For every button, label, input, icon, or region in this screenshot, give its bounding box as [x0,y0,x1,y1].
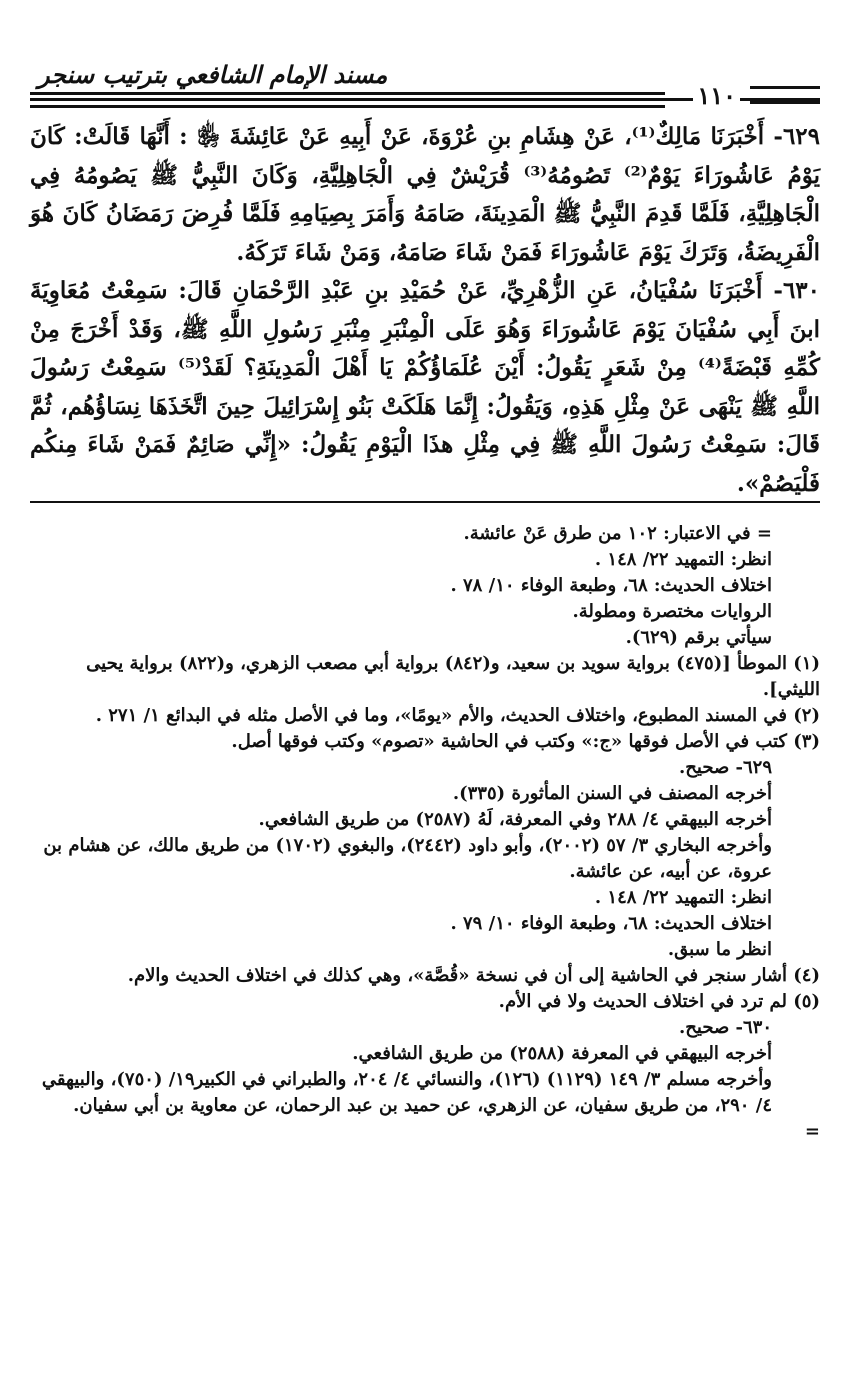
page-number-rule [750,86,820,104]
footnote-divider [30,501,820,503]
hadith-text [30,118,820,503]
commentary-line: انظر: التمهيد ٢٢/ ١٤٨ . [594,549,772,570]
commentary-line: انظر ما سبق. [667,939,772,960]
commentary-line: أخرجه المصنف في السنن المأثورة (٣٣٥). [452,783,772,804]
commentary-line: أخرجه البيهقي في المعرفة (٢٥٨٨) من طريق الشافعي. [352,1043,772,1064]
commentary-line: أخرجه البيهقي ٤/ ٢٨٨ وفي المعرفة، لَهُ (٢٥٨٧) من طريق الشافعي. [258,809,772,830]
commentary-line: وأخرجه البخاري ٣/ ٥٧ (٢٠٠٢)، وأبو داود (٢٤٤٢)، والبغوي (١٧٠٢) من طريق مالك، عن هشام بن عروة، عن أبيه، عن عائشة. [43,835,772,882]
footnote-item: (٤) أشار سنجر في الحاشية إلى أن في نسخة «قُصَّة»، وهي كذلك في اختلاف الحديث والام. [127,965,820,986]
header-double-rule [30,92,665,108]
hadith-629: ٦٢٩- أَخْبَرَنَا مَالِكٌ⁽¹⁾، عَنْ هِشَامِ بنِ عُرْوَةَ، عَنْ أَبِيهِ عَنْ عَائِشَةَ ﵂ : أَنَّهَا قَالَتْ: كَانَ يَوْمُ عَاشُورَاءَ يَوْمٌ⁽²⁾ تَصُومُهُ⁽³⁾ قُرَيْشٌ فِي الْجَاهِلِيَّةِ، وَكَانَ النَّبِيُّ ﷺ يَصُومُهُ فِي الْجَاهِلِيَّةِ، فَلَمَّا قَدِمَ النَّبِيُّ ﷺ الْمَدِينَةَ، صَامَهُ وَأَمَرَ بِصِيَامِهِ فَلَمَّا فُرِضَ رَمَضَانُ كَانَ هُوَ الْفَرِيضَةُ، وَتَرَكَ يَوْمَ عَاشُورَاءَ فَمَنْ شَاءَ صَامَهُ، وَمَنْ شَاءَ تَرَكَهُ. [30,123,820,266]
commentary-line: = في الاعتبار: ١٠٢ من طرق عَنْ عائشة. [463,523,772,544]
page-number: ١١٠ [693,81,740,110]
footnotes [30,521,820,1145]
commentary-line: اختلاف الحديث: ٦٨، وطبعة الوفاء ١٠/ ٧٩ . [450,913,772,934]
commentary-line: الروايات مختصرة ومطولة. [572,601,772,622]
header-title: مسند الإمام الشافعي بترتيب سنجر [38,60,388,89]
footnote-item: = [804,1121,820,1142]
commentary-line: سيأتي برقم (٦٢٩). [625,627,772,648]
hadith-630: ٦٣٠- أَخْبَرَنَا سُفْيَانُ، عَنِ الزُّهْرِيِّ، عَنْ حُمَيْدِ بنِ عَبْدِ الرَّحْمَانِ قَالَ: سَمِعْتُ مُعَاوِيَةَ ابنَ أَبِي سُفْيَانَ يَوْمَ عَاشُورَاءَ وَهُوَ عَلَى الْمِنْبَرِ مِنْبَرِ رَسُولِ اللَّهِ ﷺ، وَقَدْ أَخْرَجَ مِنْ كُمِّهِ قَبْضَةً⁽⁴⁾ مِنْ شَعَرٍ يَقُولُ: أَيْنَ عُلَمَاؤُكُمْ يَا أَهْلَ الْمَدِينَةِ؟ لَقَدْ⁽⁵⁾ سَمِعْتُ رَسُولَ اللَّهِ ﷺ يَنْهَى عَنْ مِثْلِ هَذِهِ، وَيَقُولُ: إِنَّمَا هَلَكَتْ بَنُو إِسْرَائِيلَ حِينَ اتَّخَذَهَا نِسَاؤُهُم، ثُمَّ قَالَ: سَمِعْتُ رَسُولَ اللَّهِ ﷺ فِي مِثْلِ هذَا الْيَوْمِ يَقُولُ: «إِنِّي صَائِمٌ فَمَنْ شَاءَ مِنكُم فَلْيَصُمْ». [30,277,820,497]
footnote-item: (١) الموطأ [(٤٧٥) برواية سويد بن سعيد، و(٨٤٢) برواية أبي مصعب الزهري، و(٨٢٢) برواية يحيى الليثي]. [86,653,820,700]
commentary-line: ٦٣٠- صحيح. [679,1017,772,1038]
footnote-item: (٣) كتب في الأصل فوقها «ج:» وكتب في الحاشية «تصوم» وكتب فوقها أصل. [231,731,820,752]
commentary-line: وأخرجه مسلم ٣/ ١٤٩ (١١٢٩) (١٢٦)، والنسائي ٤/ ٢٠٤، والطبراني في الكبير١٩/ (٧٥٠)، والبيهقي ٤/ ٢٩٠، من طريق سفيان، عن الزهري، عن حميد بن عبد الرحمان، عن معاوية بن أبي سفيان. [41,1069,772,1116]
commentary-line: اختلاف الحديث: ٦٨، وطبعة الوفاء ١٠/ ٧٨ . [450,575,772,596]
footnote-item: (٥) لم ترد في اختلاف الحديث ولا في الأم. [498,991,820,1012]
page-number-block [693,80,820,110]
footnote-item: (٢) في المسند المطبوع، واختلاف الحديث، والأم «يومًا»، وما في الأصل مثله في البدائع ١/ ٢٧١ . [95,705,820,726]
commentary-line: ٦٢٩- صحيح. [679,757,772,778]
commentary-line: انظر: التمهيد ٢٢/ ١٤٨ . [594,887,772,908]
